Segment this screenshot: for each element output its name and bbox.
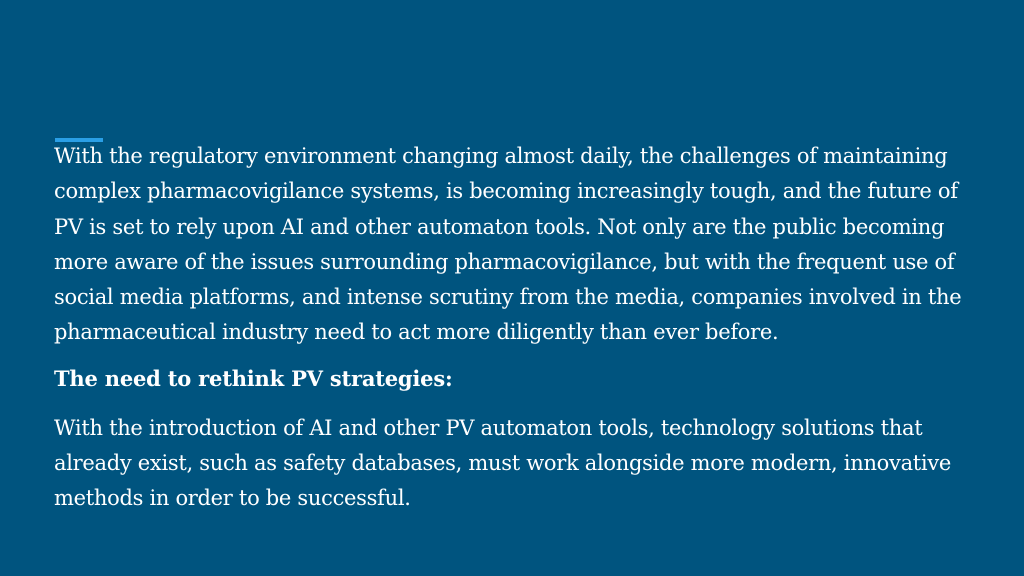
intro-paragraph: With the regulatory environment changing almost daily, the challenges of maintaining complex pharmacovigilance systems, is becoming increasingly tough, and the future of PV is set to rely upon AI and other automaton tools. Not only are the public becoming more aware of the issues surrounding pharmacovigilance, but with the frequent use of social media platforms, and intense scrutiny from the media, companies involved in the pharmaceutical industry need to act more diligently than ever before. [54, 144, 962, 345]
slide-content [54, 139, 984, 517]
section-heading: The need to rethink PV strategies: [54, 365, 453, 391]
body-paragraph: With the introduction of AI and other PV automaton tools, technology solutions that already exist, such as safety databases, must work alongside more modern, innovative methods in order to be successful. [54, 415, 952, 511]
